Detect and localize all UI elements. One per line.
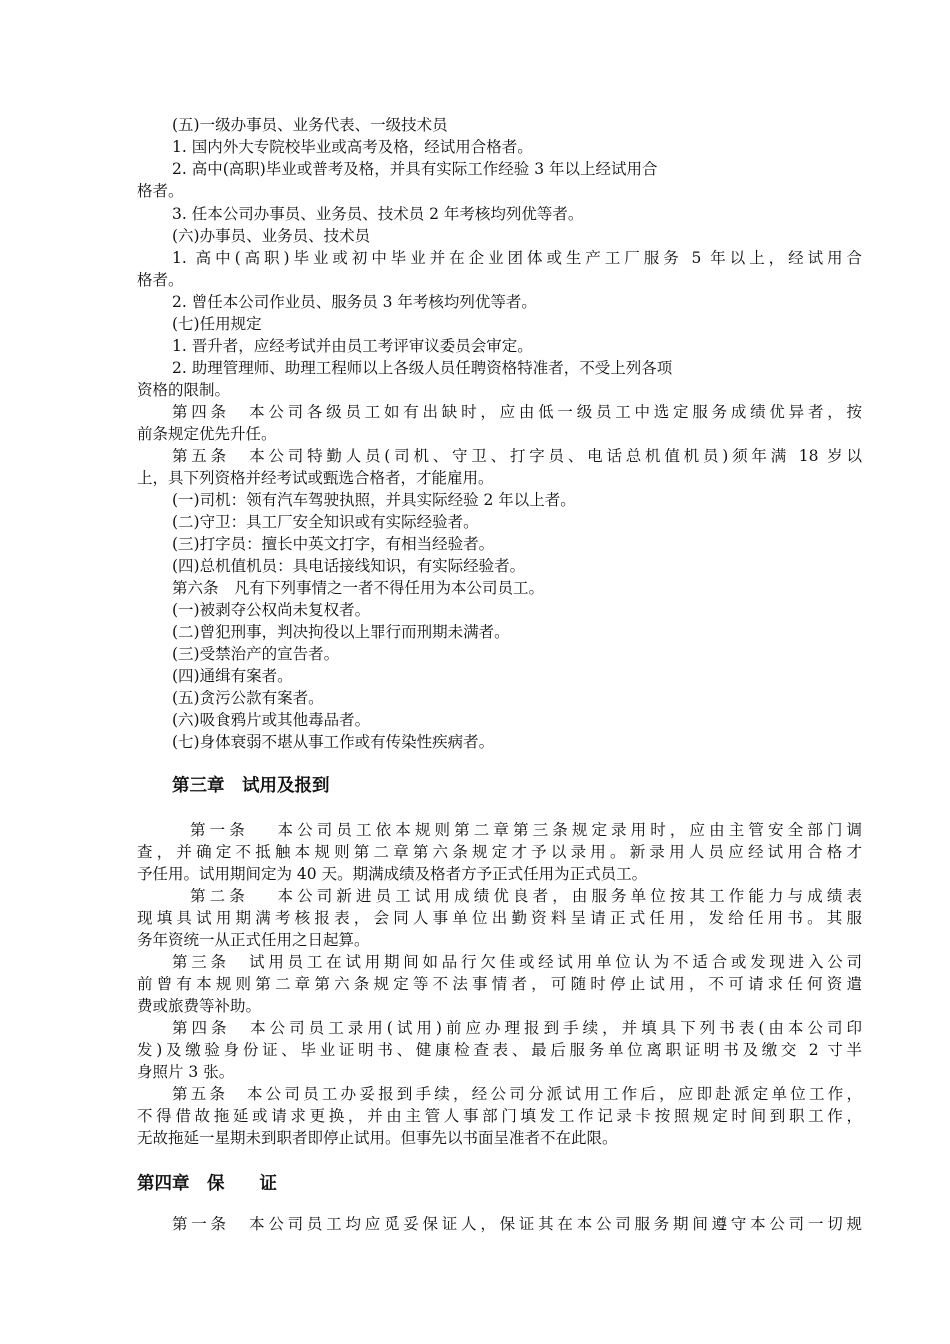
text-line: 不得借故拖延或请求更换，并由主管人事部门填发工作记录卡按照规定时间到职工作， xyxy=(137,1107,862,1125)
text-line: (六)吸食鸦片或其他毒品者。 xyxy=(172,711,371,729)
text-line: 予任用。试用期间定为 40 天。期满成绩及格者方予正式任用为正式员工。 xyxy=(137,865,648,883)
text-line: (三)打字员：擅长中英文打字，有相当经验者。 xyxy=(172,535,495,553)
text-line: 1. 晋升者，应经考试并由员工考评审议委员会审定。 xyxy=(172,337,533,355)
text-line: (三)受禁治产的宣告者。 xyxy=(172,645,340,663)
text-line: 务年资统一从正式任用之日起算。 xyxy=(137,931,370,949)
text-line: 2. 助理管理师、助理工程师以上各级人员任聘资格特准者，不受上列各项 xyxy=(172,359,673,377)
text-line: 格者。 xyxy=(137,271,184,289)
text-line: 无故拖延一星期未到职者即停止试用。但事先以书面呈准者不在此限。 xyxy=(137,1129,618,1147)
text-line: 费或旅费等补助。 xyxy=(137,997,262,1015)
text-line: (七)任用规定 xyxy=(172,315,262,333)
text-line: (六)办事员、业务员、技术员 xyxy=(172,227,371,245)
text-line: 1. 国内外大专院校毕业或高考及格，经试用合格者。 xyxy=(172,138,533,156)
chapter-heading: 第三章 试用及报到 xyxy=(172,776,330,796)
chapter-heading: 第四章 保 证 xyxy=(137,1174,277,1194)
text-line: 前条规定优先升任。 xyxy=(137,425,277,443)
text-line: 第五条 本公司特勤人员(司机、守卫、打字员、电话总机值机员)须年满 18 岁以 xyxy=(172,447,862,465)
text-line: 资格的限制。 xyxy=(137,381,231,399)
text-line: (五)一级办事员、业务代表、一级技术员 xyxy=(172,116,448,134)
text-line: (二)守卫：具工厂安全知识或有实际经验者。 xyxy=(172,513,479,531)
text-line: 查，并确定不抵触本规则第二章第六条规定才予以录用。新录用人员应经试用合格才 xyxy=(137,843,862,861)
text-line: 发)及缴验身份证、毕业证明书、健康检查表、最后服务单位离职证明书及缴交 2 寸半 xyxy=(137,1041,862,1059)
text-line: 格者。 xyxy=(137,182,184,200)
text-line: (一)司机：领有汽车驾驶执照，并具实际经验 2 年以上者。 xyxy=(172,491,576,509)
text-line: (二)曾犯刑事，判决拘役以上罪行而刑期未满者。 xyxy=(172,623,510,641)
text-line: 第五条 本公司员工办妥报到手续，经公司分派试用工作后，应即赴派定单位工作， xyxy=(172,1085,862,1103)
text-line: (七)身体衰弱不堪从事工作或有传染性疾病者。 xyxy=(172,733,495,751)
text-line: (四)通缉有案者。 xyxy=(172,667,293,685)
text-line: 身照片 3 张。 xyxy=(137,1063,235,1081)
text-line: 第二条 本公司新进员工试用成绩优良者，由服务单位按其工作能力与成绩表 xyxy=(190,887,862,905)
text-line: (五)贪污公款有案者。 xyxy=(172,689,324,707)
text-line: (一)被剥夺公权尚未复权者。 xyxy=(172,601,371,619)
text-line: 1. 高中(高职)毕业或初中毕业并在企业团体或生产工厂服务 5 年以上，经试用合 xyxy=(172,249,862,267)
text-line: 第一条 本公司员工依本规则第二章第三条规定录用时，应由主管安全部门调 xyxy=(190,821,862,839)
text-line: 第六条 凡有下列事情之一者不得任用为本公司员工。 xyxy=(172,579,545,597)
text-line: 第一条 本公司员工均应觅妥保证人，保证其在本公司服务期间遵守本公司一切规 xyxy=(172,1215,862,1233)
text-line: 上，具下列资格并经考试或甄选合格者，才能雇用。 xyxy=(137,469,494,487)
text-line: (四)总机值机员：具电话接线知识，有实际经验者。 xyxy=(172,557,526,575)
text-line: 2. 高中(高职)毕业或普考及格，并具有实际工作经验 3 年以上经试用合 xyxy=(172,160,658,178)
text-line: 2. 曾任本公司作业员、服务员 3 年考核均列优等者。 xyxy=(172,293,537,311)
text-line: 第四条 本公司各级员工如有出缺时，应由低一级员工中选定服务成绩优异者，按 xyxy=(172,403,862,421)
text-line: 第四条 本公司员工录用(试用)前应办理报到手续，并填具下列书表(由本公司印 xyxy=(172,1019,862,1037)
text-line: 前曾有本规则第二章第六条规定等不法事情者，可随时停止试用，不可请求任何资遣 xyxy=(137,975,862,993)
text-line: 第三条 试用员工在试用期间如品行欠佳或经试用单位认为不适合或发现进入公司 xyxy=(172,953,862,971)
text-line: 现填具试用期满考核报表，会同人事单位出勤资料呈请正式任用，发给任用书。其服 xyxy=(137,909,862,927)
text-line: 3. 任本公司办事员、业务员、技术员 2 年考核均列优等者。 xyxy=(172,205,584,223)
